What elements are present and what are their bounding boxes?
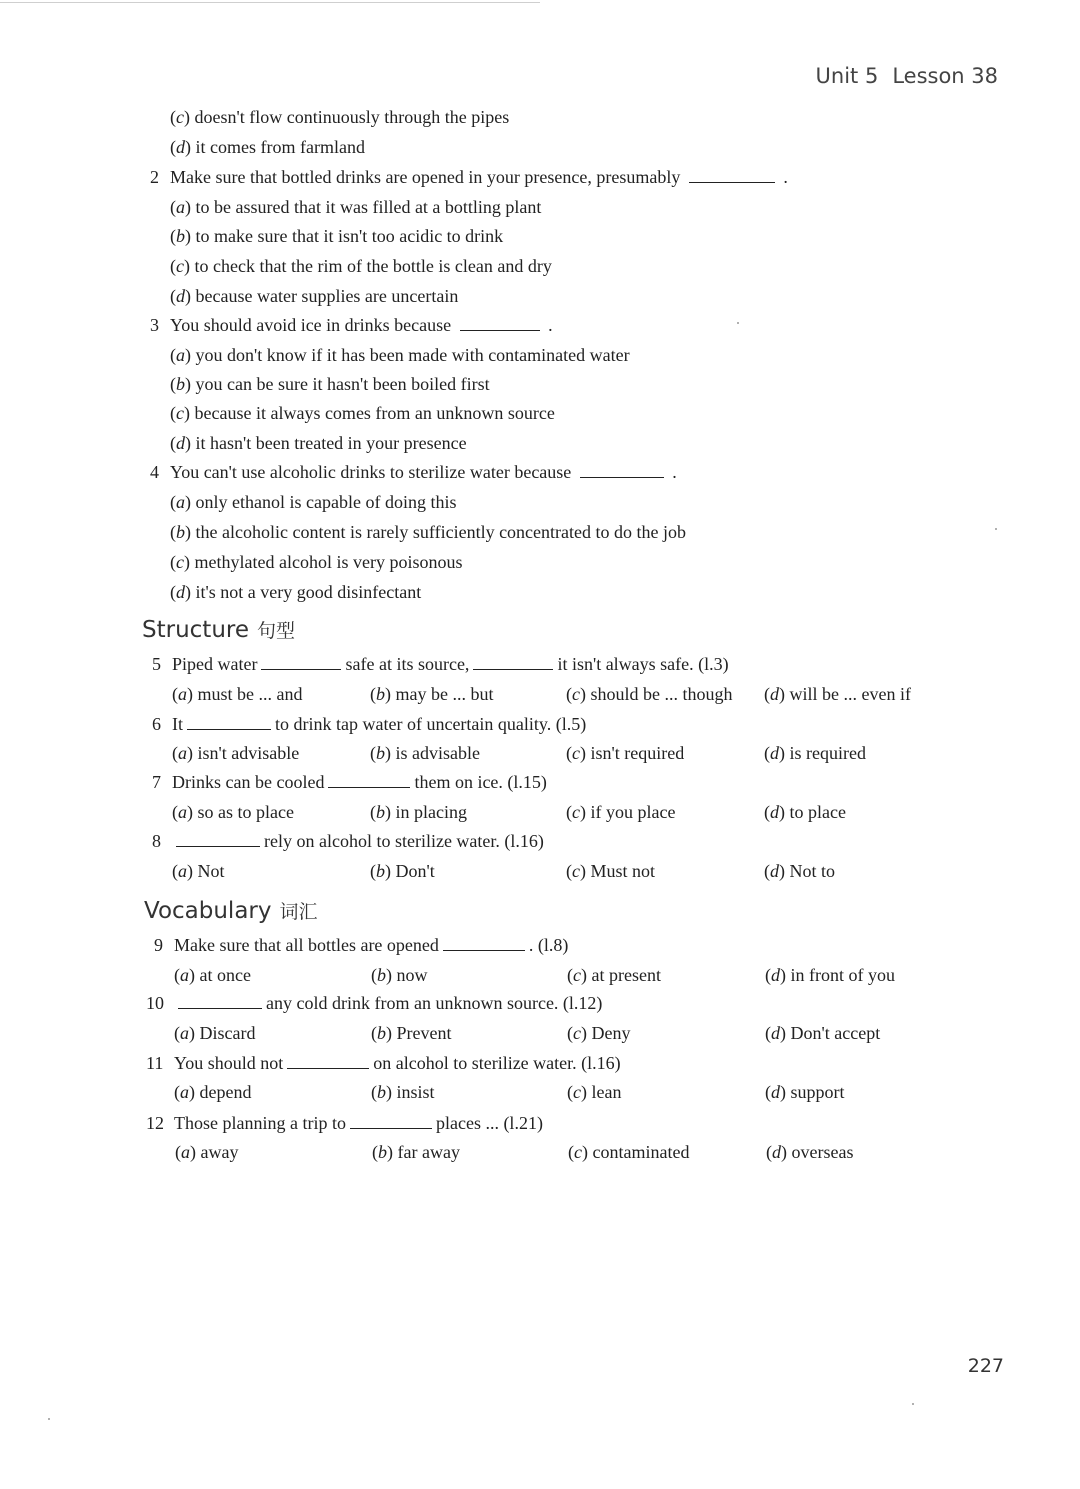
- option-12b: (b) far away: [372, 1142, 460, 1162]
- option-5d: (d) will be ... even if: [764, 684, 911, 704]
- page-number: 227: [967, 1355, 1004, 1377]
- unit-label: Unit 5: [815, 64, 879, 88]
- question-7: 7 Drinks can be cooled them on ice. (l.15): [152, 772, 547, 792]
- option-6b: (b) is advisable: [370, 743, 480, 763]
- option-3a: (a) you don't know if it has been made with contaminated water: [170, 345, 630, 365]
- option-8b: (b) Don't: [370, 861, 435, 881]
- question-4: 4 You can't use alcoholic drinks to sterilize water because .: [150, 462, 677, 482]
- answer-blank: [287, 1054, 369, 1069]
- question-9: 9 Make sure that all bottles are opened . (l.8): [154, 935, 569, 955]
- vocabulary-heading: Vocabulary 词汇: [144, 898, 318, 924]
- running-head: [816, 64, 998, 88]
- answer-blank: [460, 316, 540, 331]
- answer-blank: [176, 832, 260, 847]
- option-12c: (c) contaminated: [568, 1142, 690, 1162]
- answer-blank: [328, 773, 410, 788]
- top-rule: [0, 2, 540, 3]
- option-3c: (c) because it always comes from an unknown source: [170, 403, 555, 423]
- scan-speck: [48, 1418, 50, 1420]
- answer-blank: [261, 655, 341, 670]
- option-4d: (d) it's not a very good disinfectant: [170, 582, 422, 602]
- question-10: 10 any cold drink from an unknown source. (l.12): [146, 993, 603, 1013]
- option-9b: (b) now: [371, 965, 428, 985]
- option-2b: (b) to make sure that it isn't too acidic to drink: [170, 226, 504, 246]
- option-7b: (b) in placing: [370, 802, 467, 822]
- option-11d: (d) support: [765, 1082, 845, 1102]
- option-5b: (b) may be ... but: [370, 684, 494, 704]
- option-12a: (a) away: [175, 1142, 239, 1162]
- scan-speck: [912, 1403, 914, 1405]
- option-10a: (a) Discard: [174, 1023, 256, 1043]
- question-2: 2 Make sure that bottled drinks are opened in your presence, presumably .: [150, 167, 788, 187]
- option-6c: (c) isn't required: [566, 743, 685, 763]
- option-3d: (d) it hasn't been treated in your presence: [170, 433, 467, 453]
- option-10c: (c) Deny: [567, 1023, 631, 1043]
- option-1c: (c) doesn't flow continuously through the pipes: [170, 107, 510, 127]
- option-2c: (c) to check that the rim of the bottle is clean and dry: [170, 256, 552, 276]
- question-11: 11 You should not on alcohol to sterilize water. (l.16): [146, 1053, 621, 1073]
- scan-speck: [995, 528, 997, 530]
- question-6: 6 It to drink tap water of uncertain quality. (l.5): [152, 714, 587, 734]
- question-8: 8 rely on alcohol to sterilize water. (l.16): [152, 831, 544, 851]
- answer-blank: [580, 463, 664, 478]
- option-11b: (b) insist: [371, 1082, 435, 1102]
- option-10b: (b) Prevent: [371, 1023, 452, 1043]
- option-6a: (a) isn't advisable: [172, 743, 300, 763]
- option-2d: (d) because water supplies are uncertain: [170, 286, 459, 306]
- option-7c: (c) if you place: [566, 802, 676, 822]
- question-5: 5 Piped water safe at its source, it isn't always safe. (l.3): [152, 654, 729, 674]
- option-12d: (d) overseas: [766, 1142, 854, 1162]
- option-9a: (a) at once: [174, 965, 251, 985]
- option-9c: (c) at present: [567, 965, 661, 985]
- option-5a: (a) must be ... and: [172, 684, 303, 704]
- structure-heading: Structure 句型: [142, 617, 296, 643]
- option-11c: (c) lean: [567, 1082, 622, 1102]
- answer-blank: [178, 994, 262, 1009]
- answer-blank: [350, 1114, 432, 1129]
- option-4b: (b) the alcoholic content is rarely sufficiently concentrated to do the job: [170, 522, 686, 542]
- option-8c: (c) Must not: [566, 861, 656, 881]
- option-7d: (d) to place: [764, 802, 846, 822]
- answer-blank: [187, 715, 271, 730]
- answer-blank: [689, 168, 775, 183]
- option-7a: (a) so as to place: [172, 802, 294, 822]
- option-6d: (d) is required: [764, 743, 866, 763]
- option-8a: (a) Not: [172, 861, 225, 881]
- option-9d: (d) in front of you: [765, 965, 895, 985]
- answer-blank: [443, 936, 525, 951]
- option-3b: (b) you can be sure it hasn't been boiled first: [170, 374, 490, 394]
- option-8d: (d) Not to: [764, 861, 836, 881]
- lesson-label: Lesson 38: [892, 64, 998, 88]
- question-12: 12 Those planning a trip to places ... (l.21): [146, 1113, 543, 1133]
- option-2a: (a) to be assured that it was filled at a bottling plant: [170, 197, 542, 217]
- option-4a: (a) only ethanol is capable of doing this: [170, 492, 457, 512]
- option-10d: (d) Don't accept: [765, 1023, 881, 1043]
- scan-speck: [737, 322, 739, 324]
- answer-blank: [473, 655, 553, 670]
- option-1d: (d) it comes from farmland: [170, 137, 365, 157]
- option-11a: (a) depend: [174, 1082, 252, 1102]
- question-3: 3 You should avoid ice in drinks because .: [150, 315, 553, 335]
- option-4c: (c) methylated alcohol is very poisonous: [170, 552, 463, 572]
- option-5c: (c) should be ... though: [566, 684, 733, 704]
